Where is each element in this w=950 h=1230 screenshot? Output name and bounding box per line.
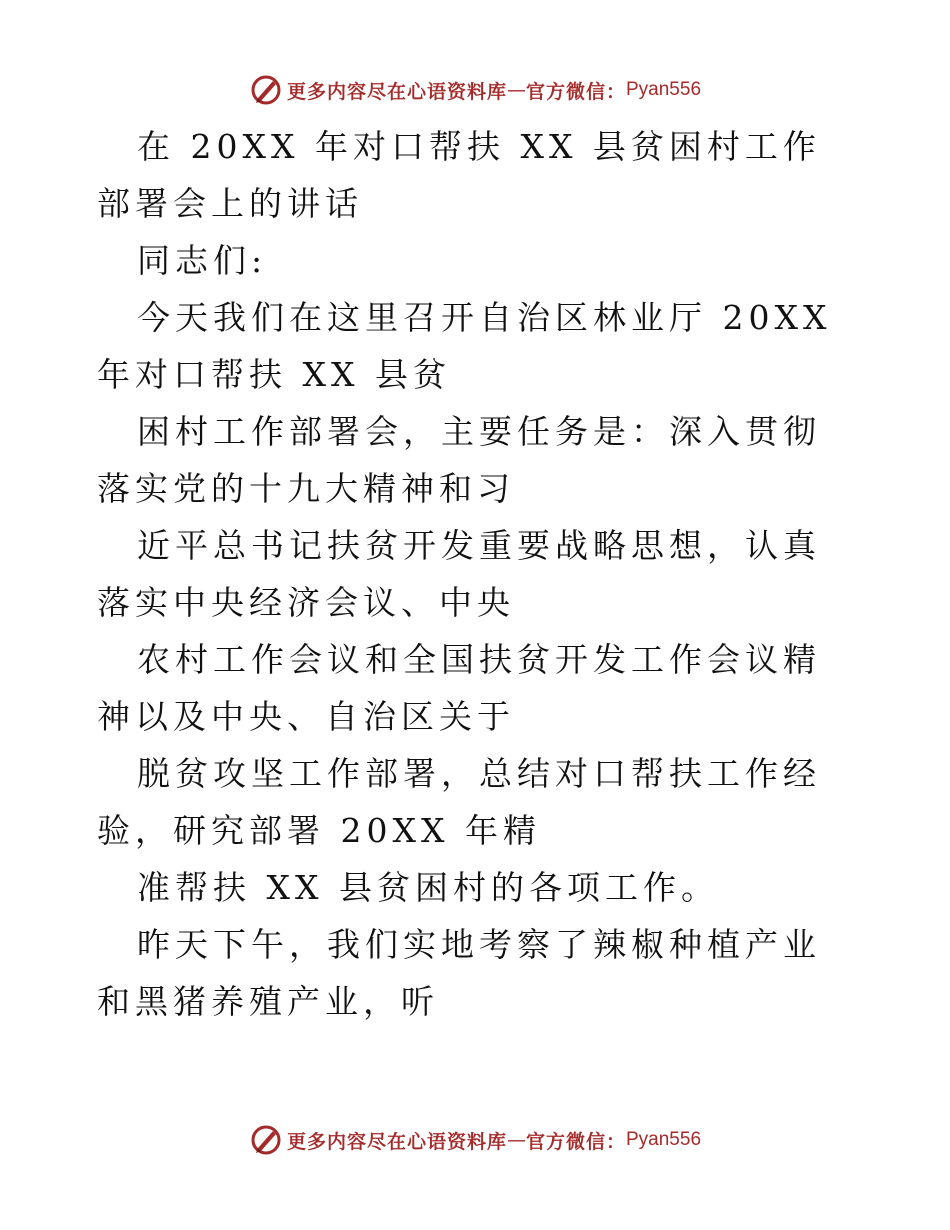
footer-banner-wechat-id: Pyan556 bbox=[626, 1129, 702, 1150]
header-banner bbox=[0, 70, 950, 110]
paragraph: 困村工作部署会，主要任务是：深入贯彻落实党的十九大精神和习 bbox=[97, 412, 821, 508]
paragraph: 农村工作会议和全国扶贫开发工作会议精神以及中央、自治区关于 bbox=[97, 640, 821, 736]
salutation: 同志们: bbox=[137, 241, 268, 280]
header-banner-wechat-id: Pyan556 bbox=[626, 79, 702, 100]
paragraph: 脱贫攻坚工作部署，总结对口帮扶工作经验，研究部署 20XX 年精 bbox=[97, 754, 821, 850]
document-title: 在 20XX 年对口帮扶 XX 县贫困村工作部署会上的讲话 bbox=[97, 127, 821, 223]
document-body bbox=[97, 118, 857, 1030]
header-banner-separator: — bbox=[506, 79, 526, 101]
paragraph: 今天我们在这里召开自治区林业厅 20XX 年对口帮扶 XX 县贫 bbox=[97, 298, 832, 394]
pen-logo-icon bbox=[249, 73, 283, 107]
header-banner-wechat-label: 官方微信： bbox=[525, 80, 626, 103]
header-banner-text: 更多内容尽在心语资料库 bbox=[286, 80, 507, 103]
footer-banner-separator: — bbox=[506, 1129, 526, 1151]
pen-logo-icon bbox=[249, 1123, 283, 1157]
paragraph: 昨天下午，我们实地考察了辣椒种植产业和黑猪养殖产业，听 bbox=[97, 925, 821, 1021]
footer-banner bbox=[0, 1120, 950, 1160]
footer-banner-text: 更多内容尽在心语资料库 bbox=[286, 1130, 507, 1153]
paragraph: 准帮扶 XX 县贫困村的各项工作。 bbox=[137, 868, 719, 907]
footer-banner-wechat-label: 官方微信： bbox=[525, 1130, 626, 1153]
paragraph: 近平总书记扶贫开发重要战略思想，认真落实中央经济会议、中央 bbox=[97, 526, 821, 622]
